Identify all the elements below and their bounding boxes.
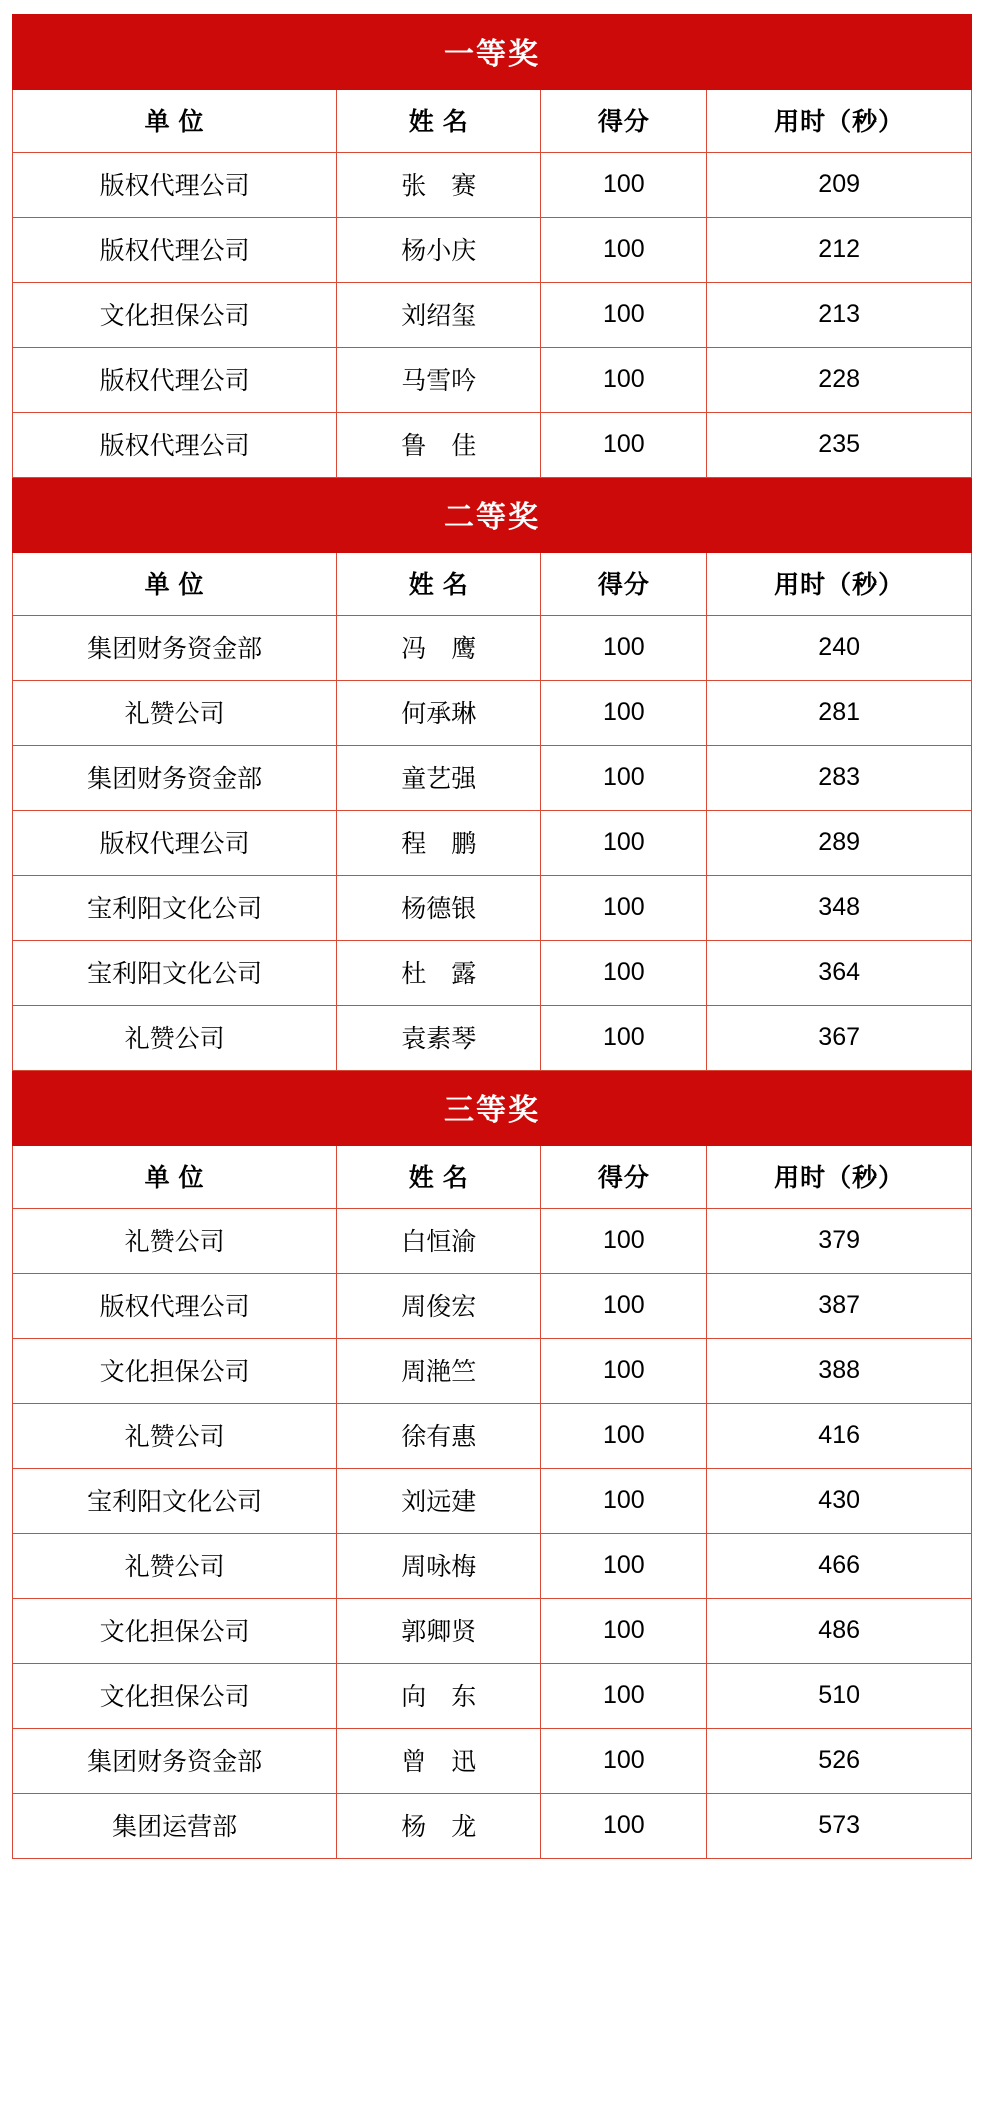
column-header-time: 用时（秒） bbox=[707, 1146, 972, 1209]
table-row bbox=[13, 1469, 972, 1534]
cell-name: 张 赛 bbox=[337, 153, 541, 218]
section-header-first-prize bbox=[13, 15, 972, 90]
cell-name: 马雪吟 bbox=[337, 348, 541, 413]
cell-time: 240 bbox=[707, 616, 972, 681]
table-row bbox=[13, 1339, 972, 1404]
cell-score: 100 bbox=[541, 941, 707, 1006]
cell-score: 100 bbox=[541, 1006, 707, 1071]
cell-name: 鲁 佳 bbox=[337, 413, 541, 478]
cell-time: 213 bbox=[707, 283, 972, 348]
cell-score: 100 bbox=[541, 1469, 707, 1534]
cell-unit: 集团运营部 bbox=[13, 1794, 337, 1859]
column-header-row bbox=[13, 90, 972, 153]
cell-score: 100 bbox=[541, 681, 707, 746]
cell-unit: 集团财务资金部 bbox=[13, 616, 337, 681]
cell-time: 281 bbox=[707, 681, 972, 746]
cell-name: 袁素琴 bbox=[337, 1006, 541, 1071]
cell-score: 100 bbox=[541, 1274, 707, 1339]
table-row bbox=[13, 1534, 972, 1599]
award-results-table bbox=[12, 14, 972, 1859]
cell-name: 向 东 bbox=[337, 1664, 541, 1729]
column-header-unit: 单 位 bbox=[13, 1146, 337, 1209]
cell-time: 379 bbox=[707, 1209, 972, 1274]
cell-time: 388 bbox=[707, 1339, 972, 1404]
table-row bbox=[13, 746, 972, 811]
cell-score: 100 bbox=[541, 876, 707, 941]
cell-time: 228 bbox=[707, 348, 972, 413]
cell-name: 杨小庆 bbox=[337, 218, 541, 283]
table-row bbox=[13, 1664, 972, 1729]
table-row bbox=[13, 348, 972, 413]
cell-score: 100 bbox=[541, 1339, 707, 1404]
cell-unit: 版权代理公司 bbox=[13, 218, 337, 283]
cell-name: 程 鹏 bbox=[337, 811, 541, 876]
column-header-score: 得分 bbox=[541, 1146, 707, 1209]
column-header-time: 用时（秒） bbox=[707, 553, 972, 616]
cell-time: 364 bbox=[707, 941, 972, 1006]
cell-unit: 版权代理公司 bbox=[13, 413, 337, 478]
cell-time: 387 bbox=[707, 1274, 972, 1339]
cell-time: 526 bbox=[707, 1729, 972, 1794]
cell-name: 刘绍玺 bbox=[337, 283, 541, 348]
table-row bbox=[13, 153, 972, 218]
cell-unit: 宝利阳文化公司 bbox=[13, 941, 337, 1006]
cell-name: 冯 鹰 bbox=[337, 616, 541, 681]
cell-name: 曾 迅 bbox=[337, 1729, 541, 1794]
cell-time: 466 bbox=[707, 1534, 972, 1599]
cell-time: 235 bbox=[707, 413, 972, 478]
table-row bbox=[13, 616, 972, 681]
cell-name: 徐有惠 bbox=[337, 1404, 541, 1469]
cell-time: 212 bbox=[707, 218, 972, 283]
cell-name: 周滟竺 bbox=[337, 1339, 541, 1404]
cell-time: 367 bbox=[707, 1006, 972, 1071]
cell-name: 周俊宏 bbox=[337, 1274, 541, 1339]
column-header-row bbox=[13, 1146, 972, 1209]
column-header-unit: 单 位 bbox=[13, 90, 337, 153]
table-row bbox=[13, 283, 972, 348]
cell-time: 289 bbox=[707, 811, 972, 876]
cell-time: 348 bbox=[707, 876, 972, 941]
cell-unit: 礼赞公司 bbox=[13, 1534, 337, 1599]
section-title-label: 一等奖 bbox=[13, 15, 972, 90]
cell-score: 100 bbox=[541, 218, 707, 283]
table-row bbox=[13, 1729, 972, 1794]
cell-score: 100 bbox=[541, 1209, 707, 1274]
column-header-time: 用时（秒） bbox=[707, 90, 972, 153]
cell-score: 100 bbox=[541, 616, 707, 681]
cell-score: 100 bbox=[541, 1794, 707, 1859]
cell-score: 100 bbox=[541, 1599, 707, 1664]
cell-unit: 礼赞公司 bbox=[13, 1006, 337, 1071]
cell-name: 何承琳 bbox=[337, 681, 541, 746]
column-header-unit: 单 位 bbox=[13, 553, 337, 616]
cell-score: 100 bbox=[541, 1404, 707, 1469]
table-row bbox=[13, 681, 972, 746]
cell-unit: 版权代理公司 bbox=[13, 348, 337, 413]
cell-time: 510 bbox=[707, 1664, 972, 1729]
cell-unit: 集团财务资金部 bbox=[13, 746, 337, 811]
cell-unit: 版权代理公司 bbox=[13, 811, 337, 876]
section-header-third-prize bbox=[13, 1071, 972, 1146]
cell-name: 杨 龙 bbox=[337, 1794, 541, 1859]
cell-name: 杜 露 bbox=[337, 941, 541, 1006]
cell-score: 100 bbox=[541, 746, 707, 811]
table-body bbox=[13, 15, 972, 1859]
table-row bbox=[13, 941, 972, 1006]
cell-score: 100 bbox=[541, 413, 707, 478]
table-row bbox=[13, 1794, 972, 1859]
table-row bbox=[13, 1404, 972, 1469]
cell-time: 430 bbox=[707, 1469, 972, 1534]
cell-unit: 文化担保公司 bbox=[13, 1339, 337, 1404]
cell-unit: 版权代理公司 bbox=[13, 1274, 337, 1339]
cell-score: 100 bbox=[541, 348, 707, 413]
table-row bbox=[13, 1209, 972, 1274]
table-row bbox=[13, 1599, 972, 1664]
cell-name: 杨德银 bbox=[337, 876, 541, 941]
cell-unit: 文化担保公司 bbox=[13, 283, 337, 348]
section-header-second-prize bbox=[13, 478, 972, 553]
cell-unit: 礼赞公司 bbox=[13, 1404, 337, 1469]
table-row bbox=[13, 1274, 972, 1339]
cell-score: 100 bbox=[541, 283, 707, 348]
cell-unit: 礼赞公司 bbox=[13, 681, 337, 746]
table-row bbox=[13, 218, 972, 283]
cell-name: 童艺强 bbox=[337, 746, 541, 811]
column-header-name: 姓 名 bbox=[337, 90, 541, 153]
cell-name: 郭卿贤 bbox=[337, 1599, 541, 1664]
cell-time: 416 bbox=[707, 1404, 972, 1469]
cell-score: 100 bbox=[541, 1534, 707, 1599]
section-title-label: 二等奖 bbox=[13, 478, 972, 553]
cell-unit: 文化担保公司 bbox=[13, 1664, 337, 1729]
column-header-name: 姓 名 bbox=[337, 1146, 541, 1209]
cell-score: 100 bbox=[541, 153, 707, 218]
section-title-label: 三等奖 bbox=[13, 1071, 972, 1146]
column-header-score: 得分 bbox=[541, 553, 707, 616]
cell-score: 100 bbox=[541, 1664, 707, 1729]
table-row bbox=[13, 876, 972, 941]
cell-score: 100 bbox=[541, 811, 707, 876]
cell-unit: 宝利阳文化公司 bbox=[13, 876, 337, 941]
cell-time: 209 bbox=[707, 153, 972, 218]
column-header-score: 得分 bbox=[541, 90, 707, 153]
cell-name: 周咏梅 bbox=[337, 1534, 541, 1599]
table-row bbox=[13, 811, 972, 876]
table-row bbox=[13, 413, 972, 478]
cell-unit: 礼赞公司 bbox=[13, 1209, 337, 1274]
cell-name: 白恒渝 bbox=[337, 1209, 541, 1274]
cell-unit: 宝利阳文化公司 bbox=[13, 1469, 337, 1534]
column-header-name: 姓 名 bbox=[337, 553, 541, 616]
cell-time: 486 bbox=[707, 1599, 972, 1664]
cell-time: 573 bbox=[707, 1794, 972, 1859]
cell-unit: 集团财务资金部 bbox=[13, 1729, 337, 1794]
cell-time: 283 bbox=[707, 746, 972, 811]
cell-name: 刘远建 bbox=[337, 1469, 541, 1534]
cell-unit: 文化担保公司 bbox=[13, 1599, 337, 1664]
column-header-row bbox=[13, 553, 972, 616]
cell-score: 100 bbox=[541, 1729, 707, 1794]
table-row bbox=[13, 1006, 972, 1071]
cell-unit: 版权代理公司 bbox=[13, 153, 337, 218]
